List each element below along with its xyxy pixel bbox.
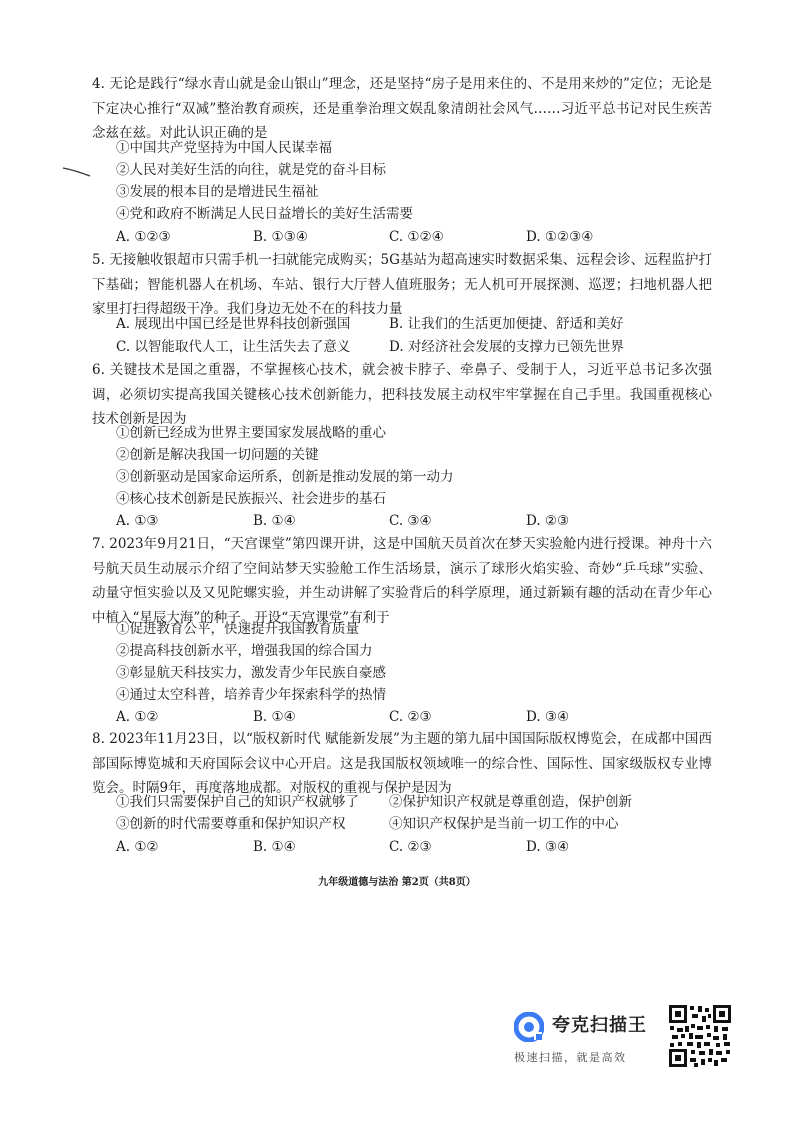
question-7-item-4: ④通过太空科普，培养青少年探索科学的热情: [116, 687, 386, 703]
question-8-choice-b[interactable]: B. ①④: [253, 839, 296, 855]
question-4-choice-d[interactable]: D. ①②③④: [526, 229, 594, 245]
question-5-choice-a[interactable]: A. 展现出中国已经是世界科技创新强国: [116, 316, 351, 332]
question-4-item-2: ②人民对美好生活的向往，就是党的奋斗目标: [116, 162, 386, 178]
question-4-item-4: ④党和政府不断满足人民日益增长的美好生活需要: [116, 206, 413, 222]
question-5-choice-b[interactable]: B. 让我们的生活更加便捷、舒适和美好: [389, 316, 624, 332]
question-4-stem: 4. 无论是践行“绿水青山就是金山银山”理念，还是坚持“房子是用来住的、不是用来炒的”定位；无论是下定决心推行“双减”整治教育顽疾，还是重拳治理文娱乱象清朗社会风气……习近平总书记对民生疾苦念兹在兹。对此认识正确的是: [92, 76, 712, 141]
question-7-choice-b[interactable]: B. ①④: [253, 709, 296, 725]
question-4-item-3: ③发展的根本目的是增进民生福祉: [116, 184, 319, 200]
question-6-item-3: ③创新驱动是国家命运所系，创新是推动发展的第一动力: [116, 469, 454, 485]
question-6-item-4: ④核心技术创新是民族振兴、社会进步的基石: [116, 491, 386, 507]
watermark-title: 夸克扫描王: [552, 1015, 647, 1036]
question-5-choice-c[interactable]: C. 以智能取代人工，让生活失去了意义: [116, 339, 351, 355]
question-8-choice-d[interactable]: D. ③④: [526, 839, 570, 855]
question-4-choice-a[interactable]: A. ①②③: [116, 229, 171, 245]
question-6-item-1: ①创新已经成为世界主要国家发展战略的重心: [116, 425, 386, 441]
question-8-choice-c[interactable]: C. ②③: [389, 839, 432, 855]
question-7-item-1: ①促进教育公平，快速提升我国教育质量: [116, 621, 359, 637]
watermark-tagline: 极速扫描，就是高效: [514, 1051, 627, 1064]
question-4-choice-b[interactable]: B. ①③④: [253, 229, 308, 245]
question-8-stem: 8. 2023年11月23日，以“版权新时代 赋能新发展”为主题的第九届中国国际版权博览会，在成都中国西部国际博览城和天府国际会议中心开启。这是我国版权领域唯一的综合性、国际性、国家级版权专业博览会。时隔9年，再度落地成都。对版权的重视与保护是因为: [92, 731, 712, 796]
question-6-choice-a[interactable]: A. ①③: [116, 513, 159, 529]
question-6-choice-d[interactable]: D. ②③: [526, 513, 570, 529]
question-8-item-4: ④知识产权保护是当前一切工作的中心: [389, 816, 619, 832]
question-5-choice-d[interactable]: D. 对经济社会发展的支撑力已领先世界: [389, 339, 624, 355]
question-6-stem: 6. 关键技术是国之重器，不掌握核心技术，就会被卡脖子、牵鼻子、受制于人，习近平总书记多次强调，必须切实提高我国关键核心技术创新能力，把科技发展主动权牢牢掌握在自己手里。我国重视核心技术创新是因为: [92, 362, 712, 427]
pen-stroke-mark: [62, 166, 92, 178]
question-4-item-1: ①中国共产党坚持为中国人民谋幸福: [116, 140, 332, 156]
question-7-choice-a[interactable]: A. ①②: [116, 709, 159, 725]
question-8-item-2: ②保护知识产权就是尊重创造，保护创新: [389, 794, 632, 810]
question-7-stem: 7. 2023年9月21日，“天宫课堂”第四课开讲，这是中国航天员首次在梦天实验舱内进行授课。神舟十六号航天员生动展示介绍了空间站梦天实验舱工作生活场景，演示了球形火焰实验、奇妙“乒乓球”实验、动量守恒实验以及又见陀螺实验，并生动讲解了实验背后的科学原理，通过新颖有趣的活动在青少年心中植入“星辰大海”的种子。开设“天宫课堂”有利于: [92, 536, 712, 626]
scanner-logo-icon: [514, 1012, 544, 1042]
question-6-item-2: ②创新是解决我国一切问题的关键: [116, 447, 319, 463]
question-4-choice-c[interactable]: C. ①②④: [389, 229, 444, 245]
question-7-choice-d[interactable]: D. ③④: [526, 709, 570, 725]
question-8-item-1: ①我们只需要保护自己的知识产权就够了: [116, 794, 359, 810]
question-7-choice-c[interactable]: C. ②③: [389, 709, 432, 725]
question-7-item-3: ③彰显航天科技实力，激发青少年民族自豪感: [116, 665, 386, 681]
question-6-choice-c[interactable]: C. ③④: [389, 513, 432, 529]
question-6-choice-b[interactable]: B. ①④: [253, 513, 296, 529]
question-5-stem: 5. 无接触收银超市只需手机一扫就能完成购买；5G基站为超高速实时数据采集、远程会诊、远程监护打下基础；智能机器人在机场、车站、银行大厅替人值班服务；无人机可开展探测、巡逻；扫地机器人把家里打扫得超级干净。我们身边无处不在的科技力量: [92, 252, 712, 317]
question-7-item-2: ②提高科技创新水平，增强我国的综合国力: [116, 643, 373, 659]
question-8-choice-a[interactable]: A. ①②: [116, 839, 159, 855]
page-footer: 九年级道德与法治 第2页（共8页）: [318, 877, 476, 888]
qr-code-icon[interactable]: [668, 1004, 732, 1068]
question-8-item-3: ③创新的时代需要尊重和保护知识产权: [116, 816, 346, 832]
